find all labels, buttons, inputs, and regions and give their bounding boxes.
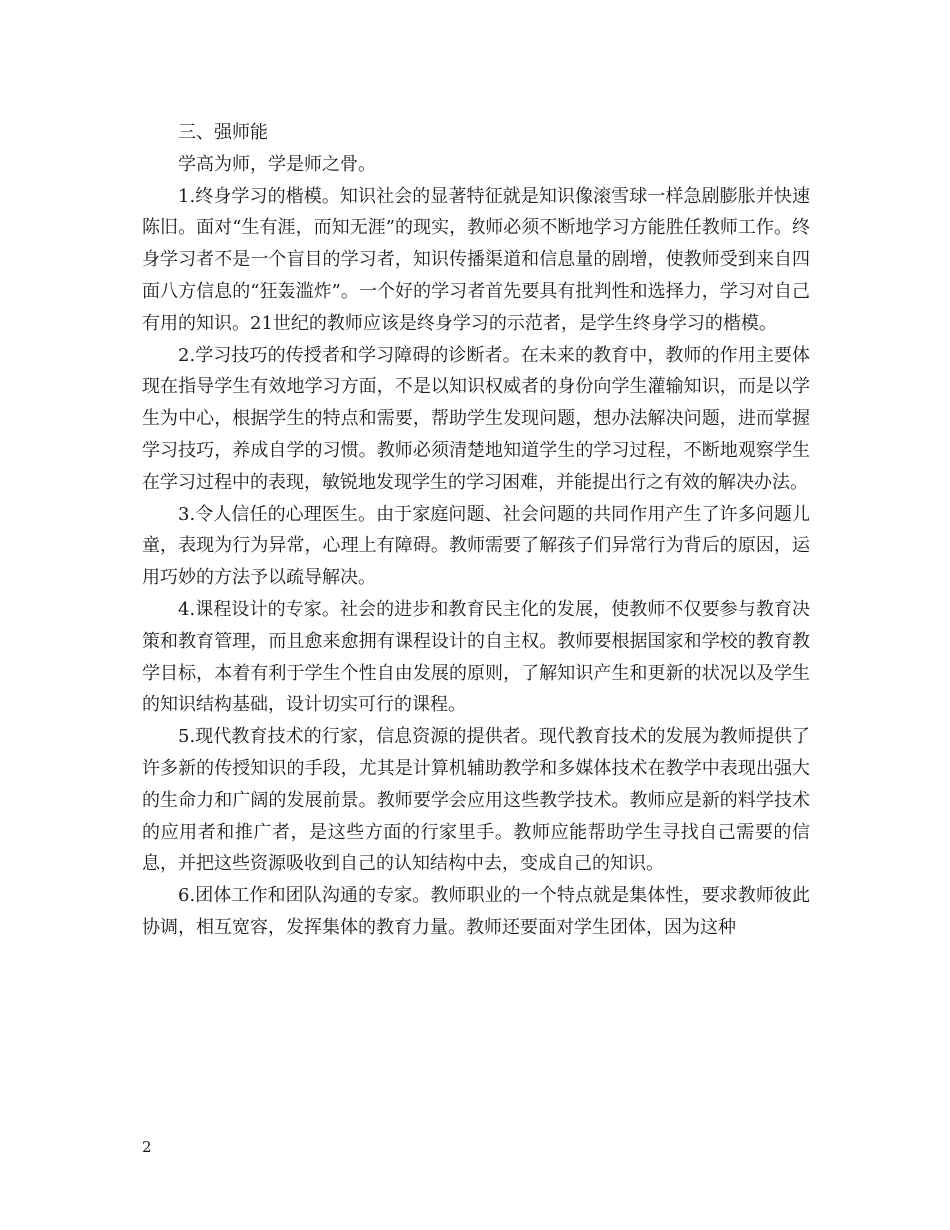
paragraph-6: 6.团体工作和团队沟通的专家。教师职业的一个特点就是集体性，要求教师彼此协调，相互宽容，发挥集体的教育力量。教师还要面对学生团体，因为这种: [142, 885, 810, 938]
paragraph-3: 3.令人信任的心理医生。由于家庭问题、社会问题的共同作用产生了许多问题儿童，表现为行为异常，心理上有障碍。教师需要了解孩子们异常行为背后的原因，运用巧妙的方法予以疏导解决。: [142, 503, 810, 589]
paragraph-1: 1.终身学习的楷模。知识社会的显著特征就是知识像滚雪球一样急剧膨胀并快速陈旧。面对“生有涯，而知无涯”的现实，教师必须不断地学习方能胜任教师工作。终身学习者不是一个盲目的学习者，知识传播渠道和信息量的剧增，使教师受到来自四面八方信息的“狂轰滥炸”。一个好的学习者首先要具有批判性和选择力，学习对自己有用的知识。21世纪的教师应该是终身学习的示范者，是学生终身学习的楷模。: [142, 185, 810, 334]
paragraph-5: 5.现代教育技术的行家，信息资源的提供者。现代教育技术的发展为教师提供了许多新的传授知识的手段，尤其是计算机辅助教学和多媒体技术在教学中表现出强大的生命力和广阔的发展前景。教师要学会应用这些教学技术。教师应是新的料学技术的应用者和推广者，是这些方面的行家里手。教师应能帮助学生寻找自己需要的信息，并把这些资源吸收到自己的认知结构中去，变成自己的知识。: [142, 726, 810, 875]
section-heading: 三、强师能: [178, 122, 268, 143]
page-number: 2: [142, 1138, 152, 1156]
section-motto: 学高为师，学是师之骨。: [178, 153, 376, 175]
paragraph-4: 4.课程设计的专家。社会的进步和教育民主化的发展，使教师不仅要参与教育决策和教育管理，而且愈来愈拥有课程设计的自主权。教师要根据国家和学校的教育教学目标，本着有利于学生个性自由发展的原则，了解知识产生和更新的状况以及学生的知识结构基础，设计切实可行的课程。: [142, 598, 810, 716]
document-body: [142, 117, 810, 944]
paragraph-2: 2.学习技巧的传授者和学习障碍的诊断者。在未来的教育中，教师的作用主要体现在指导学生有效地学习方面，不是以知识权威者的身份向学生灌输知识，而是以学生为中心，根据学生的特点和需要，帮助学生发现问题，想办法解决问题，进而掌握学习技巧，养成自学的习惯。教师必须清楚地知道学生的学习过程，不断地观察学生在学习过程中的表现，敏锐地发现学生的学习困难，并能提出行之有效的解决办法。: [142, 344, 810, 493]
